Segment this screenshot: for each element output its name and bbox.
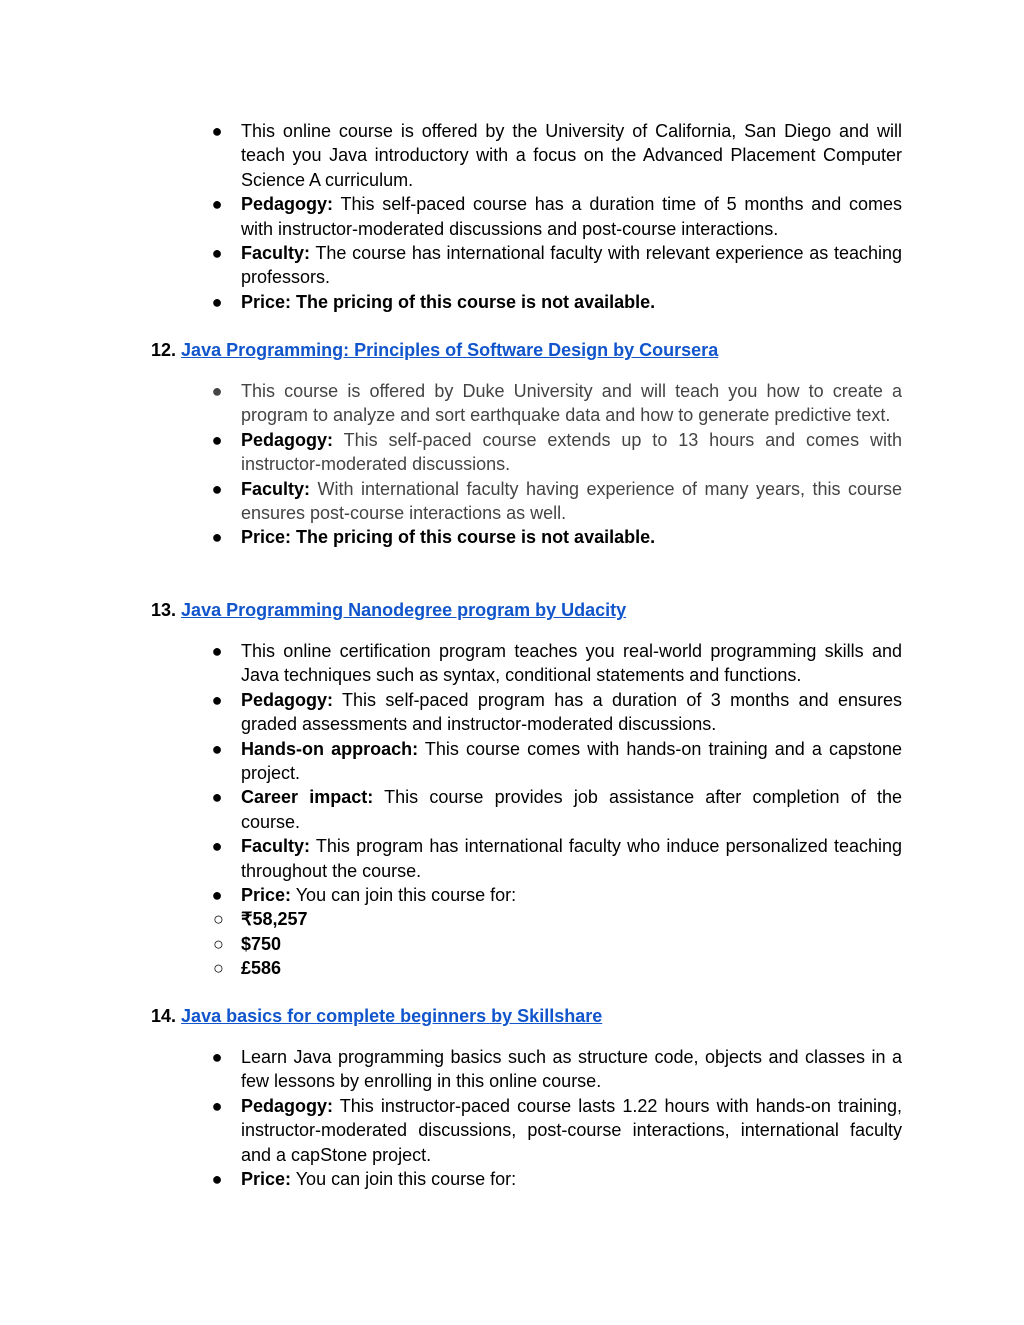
list-item: ● Price: The pricing of this course is not available. — [211, 527, 656, 548]
section-12-list — [211, 379, 902, 550]
list-item: ● Learn Java programming basics such as structure code, objects and classes in a few lessons by enrolling in this online course. — [211, 1047, 902, 1092]
list-item: ● Price: The pricing of this course is not available. — [211, 291, 656, 312]
section-11-list — [211, 119, 902, 314]
section-14-link[interactable]: Java basics for complete beginners by Skillshare — [181, 1006, 603, 1026]
list-item: ● Hands-on approach: This course comes with hands-on training and a capstone project. — [211, 738, 902, 784]
section-13-list — [211, 639, 902, 981]
section-14-list — [211, 1045, 902, 1191]
list-item: ● This online course is offered by the University of California, San Diego and will teach you Java introductory with a focus on the Advanced Placement Computer Science A curriculum. — [211, 121, 902, 190]
list-item: ● Pedagogy: This self-paced course extends up to 13 hours and comes with instructor-moderated discussions. — [211, 429, 902, 475]
price-item: ○ ₹58,257 — [213, 909, 308, 930]
section-12-link[interactable]: Java Programming: Principles of Software Design by Coursera — [181, 340, 719, 360]
price-item: ○ £586 — [213, 958, 282, 979]
section-13-heading: 13. Java Programming Nanodegree program by Udacity — [151, 600, 627, 620]
list-item: ● Pedagogy: This self-paced program has a duration of 3 months and ensures graded assessments and instructor-moderated discussions. — [211, 689, 902, 735]
list-item: ● Pedagogy: This instructor-paced course lasts 1.22 hours with hands-on training, instructor-moderated discussions, post-course interactions, international faculty and a capStone project. — [211, 1095, 902, 1165]
section-13-link[interactable]: Java Programming Nanodegree program by Udacity — [181, 600, 627, 620]
list-item: ● Faculty: This program has international faculty who induce personalized teaching throughout the course. — [211, 836, 902, 881]
list-item: ● Price: You can join this course for: ○ ₹58,257 ○ $750 ○ £586 — [241, 883, 902, 981]
list-item: ● Price: You can join this course for: — [211, 1169, 517, 1190]
list-item: ● Faculty: The course has international faculty with relevant experience as teaching professors. — [211, 243, 902, 288]
list-item: ● Faculty: With international faculty having experience of many years, this course ensures post-course interactions as well. — [211, 478, 902, 524]
list-item: ● This online certification program teaches you real-world programming skills and Java techniques such as syntax, conditional statements and functions. — [211, 641, 902, 686]
price-item: ○ $750 — [213, 933, 282, 954]
section-12-heading: 12. Java Programming: Principles of Software Design by Coursera — [151, 340, 719, 360]
price-list — [181, 907, 902, 980]
list-item: ● This course is offered by Duke University and will teach you how to create a program to analyze and sort earthquake data and how to generate predictive text. — [211, 381, 902, 426]
section-14-heading: 14. Java basics for complete beginners by Skillshare — [151, 1006, 603, 1026]
list-item: ● Career impact: This course provides job assistance after completion of the course. — [211, 787, 902, 832]
list-item: ● Pedagogy: This self-paced course has a duration time of 5 months and comes with instructor-moderated discussions and post-course interactions. — [211, 194, 902, 239]
